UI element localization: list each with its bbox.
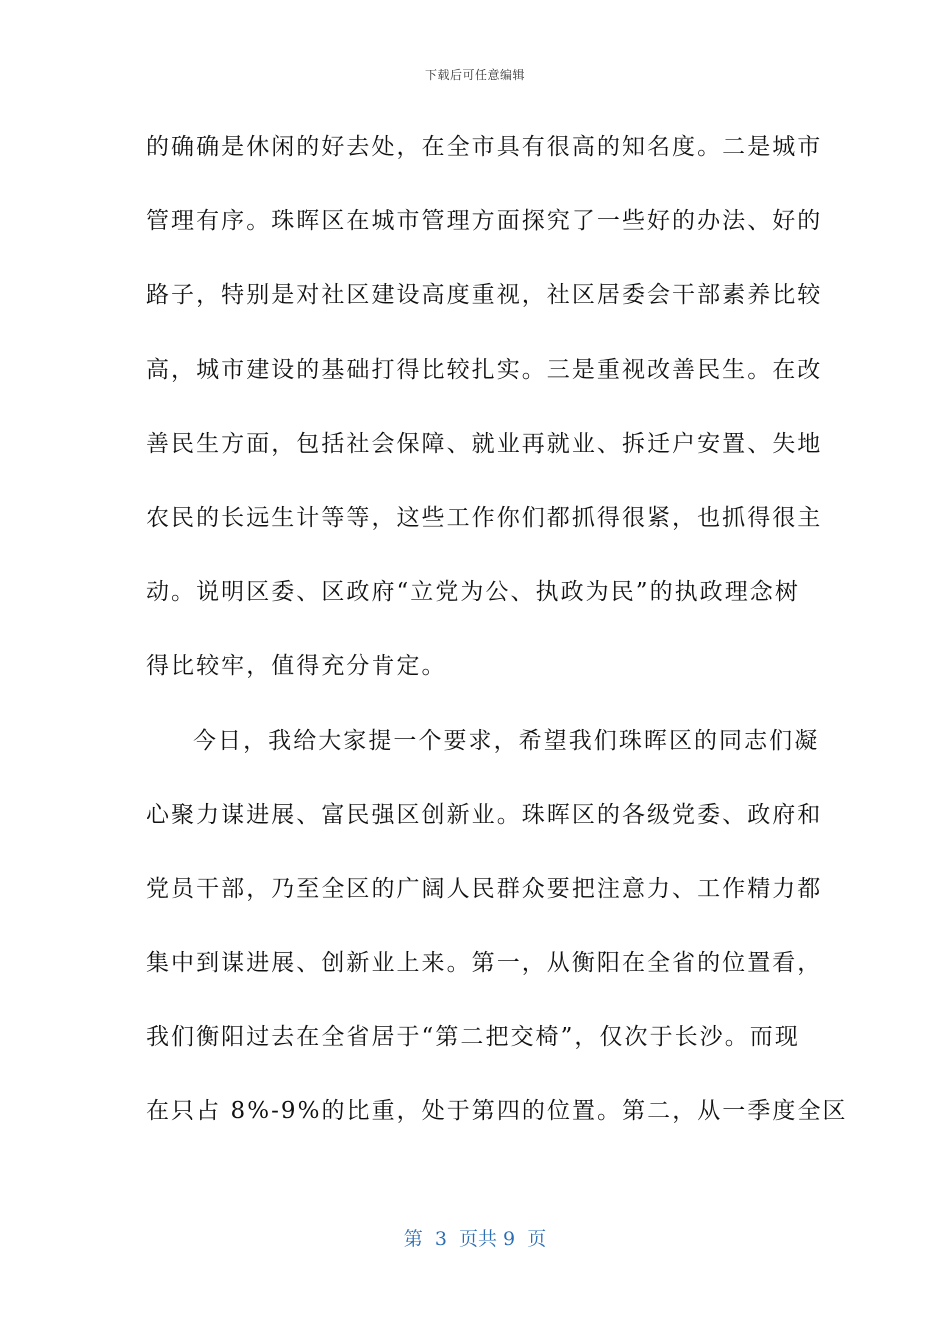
text-line: 心聚力谋进展、富民强区创新业。珠晖区的各级党委、政府和: [146, 801, 823, 828]
text-line: 我们衡阳过去在全省居于“第二把交椅”，仅次于长沙。而现: [146, 1024, 800, 1051]
text-line: 善民生方面，包括社会保障、就业再就业、拆迁户安置、失地: [146, 430, 823, 457]
text-line: 的确确是休闲的好去处，在全市具有很高的知名度。二是城市: [146, 134, 823, 160]
document-body: [146, 124, 848, 1163]
text-line: 集中到谋进展、创新业上来。第一，从衡阳在全省的位置看，: [146, 950, 823, 977]
text-line: 农民的长远生计等等，这些工作你们都抓得很紧，也抓得很主: [146, 504, 823, 531]
text-line: 得比较牢，值得充分肯定。: [146, 653, 447, 680]
text-line: 党员干部，乃至全区的广阔人民群众要把注意力、工作精力都: [146, 875, 823, 902]
text-line: 管理有序。珠晖区在城市管理方面探究了一些好的办法、好的: [146, 208, 823, 235]
text-line: 路子，特别是对社区建设高度重视，社区居委会干部素养比较: [146, 282, 823, 309]
paragraph-start-line: 今日，我给大家提一个要求，希望我们珠晖区的同志们凝: [193, 727, 820, 754]
text-line: 高，城市建设的基础打得比较扎实。三是重视改善民生。在改: [146, 356, 823, 383]
text-line: 在只占 8%-9%的比重，处于第四的位置。第二，从一季度全区: [146, 1098, 848, 1125]
header-note: 下载后可任意编辑: [424, 68, 525, 82]
text-line: 动。说明区委、区政府“立党为公、执政为民”的执政理念树: [146, 579, 800, 606]
page-number-footer: 第 3 页共 9 页: [403, 1228, 547, 1250]
